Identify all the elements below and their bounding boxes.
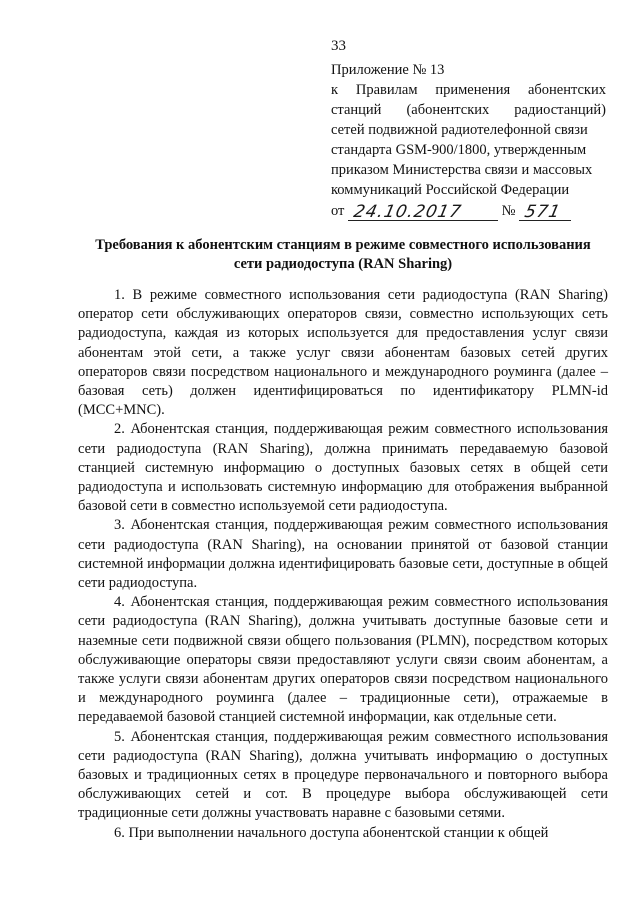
- paragraph-4: 4. Абонентская станция, поддерживающая режим совместного использования сети радиодоступа (RAN Sharing), должна учитывать доступные базовые сети и наземные сети подвижной связи общего пользования (PLMN), посредством которых обслуживающие операторы связи предоставляют услуги связи своим абонентам, а также услуги связи абонентам других операторов связи посредством национального и международного роуминга (далее – традиционные сети), отражаемые в передаваемой базовой станцией системной информации, как отдельные сети.: [78, 594, 608, 726]
- appendix-line: приказом Министерства связи и массовых: [331, 162, 593, 178]
- appendix-line: стандарта GSM-900/1800, утвержденным: [331, 142, 587, 158]
- date-number-row: [331, 200, 606, 224]
- number-prefix: №: [501, 203, 516, 219]
- date-field: [348, 200, 498, 221]
- paragraph-3: 3. Абонентская станция, поддерживающая режим совместного использования сети радиодоступа (RAN Sharing), на основании принятой от базовой станции системной информации должна идентифицировать базовые сети, доступные в общей сети радиодоступа.: [78, 517, 608, 592]
- page-number: 33: [331, 38, 346, 54]
- paragraph-6: 6. При выполнении начального доступа абонентской станции к общей: [114, 824, 549, 841]
- appendix-line: коммуникаций Российской Федерации: [331, 182, 570, 198]
- appendix-line: станций (абонентских радиостанций): [331, 102, 606, 118]
- date-prefix: от: [331, 203, 345, 219]
- paragraph-1: 1. В режиме совместного использования сети радиодоступа (RAN Sharing) оператор сети обслуживающих операторов связи, совместно использующих сеть радиодоступа, каждая из которых используется для предоставления услуг связи абонентам этой сети, а также услуг связи абонентам базовых сетей других операторов связи посредством национального и международного роуминга (далее – базовая сеть) должен идентифицироваться по идентификатору PLMN-id (MCC+MNC).: [78, 287, 608, 419]
- paragraph-2: 2. Абонентская станция, поддерживающая режим совместного использования сети радиодоступа (RAN Sharing), должна принимать передаваемую базовой станцией системную информацию о доступных базовых сетях в общей сети радиодоступа и использовать системную информацию для отображения выбранной базовой сети в совместно используемой сети радиодоступа.: [78, 421, 608, 515]
- paragraph-5: 5. Абонентская станция, поддерживающая режим совместного использования сети радиодоступа (RAN Sharing), должна учитывать информацию о доступных базовых и традиционных сетях в процедуре первоначального и повторного выбора обслуживающих сетей и сот. В процедуре выбора обслуживающей сети традиционные сети должны участвовать наравне с базовыми сетями.: [78, 728, 608, 822]
- appendix-line: к Правилам применения абонентских: [331, 82, 606, 98]
- document-title: [78, 236, 608, 274]
- appendix-block: [331, 60, 606, 224]
- handwritten-date: 24.10.2017: [351, 202, 464, 222]
- document-title-line: Требования к абонентским станциям в режиме совместного использования: [95, 237, 591, 253]
- document-title-line: сети радиодоступа (RAN Sharing): [233, 256, 453, 272]
- appendix-title: Приложение № 13: [331, 62, 445, 78]
- appendix-line: сетей подвижной радиотелефонной связи: [331, 122, 588, 138]
- number-field: [519, 200, 571, 221]
- handwritten-number: 571: [522, 202, 563, 222]
- document-body: [78, 286, 608, 843]
